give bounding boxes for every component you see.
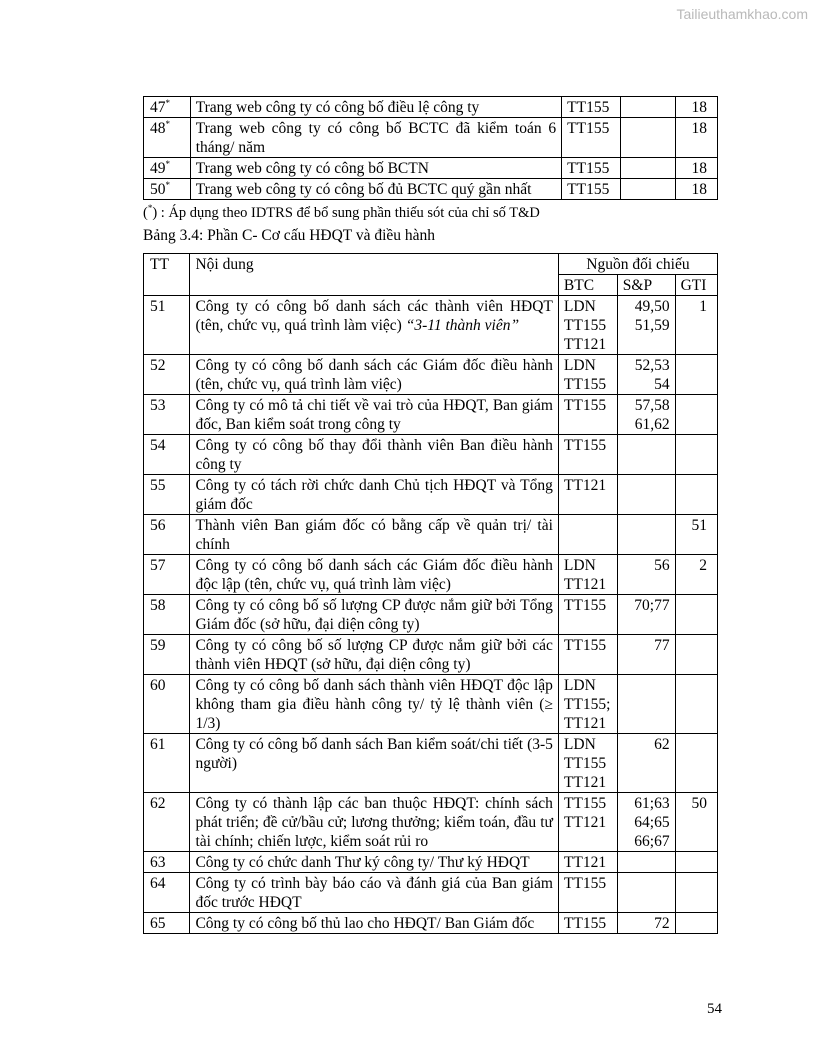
table-row [144,118,718,158]
row-number: 60 [144,675,190,734]
table-row [144,635,718,675]
row-btc [558,873,617,913]
row-number: 65 [144,913,190,934]
row-number: 59 [144,635,190,675]
row-number-text: 49 [150,160,166,177]
row-sp-line: 66;67 [634,833,670,850]
table-row [144,475,718,515]
row-number: 55 [144,475,190,515]
row-sp-line: 51,59 [634,317,670,334]
row-sp [617,675,675,734]
row-content-text: Công ty có mô tả chi tiết về vai trò của HĐQT, Ban giám đốc, Ban kiểm soát trong công ty [195,397,553,433]
table-row [144,852,718,873]
row-sp-line: 72 [654,915,670,932]
row-content-text: Công ty có công bố danh sách các Giám đốc điều hành độc lập (tên, chức vụ, quá trình làm việc) [195,557,553,593]
row-sp-line: 61;63 [634,795,670,812]
row-btc [558,913,617,934]
row-sp-line: 70;77 [634,597,670,614]
row-number [144,97,191,118]
row-btc-line: TT155 [563,437,607,454]
row-gti [675,355,717,395]
row-number [144,158,191,179]
row-btc-line: TT155 [563,915,607,932]
row-gti [675,675,717,734]
row-gti [675,913,717,934]
row-btc-line: LDN [563,298,596,315]
row-content [190,734,558,793]
row-btc-line: TT155 [563,397,607,414]
row-content-emphasis: “3-11 thành viên” [405,317,520,334]
table-row [144,793,718,852]
row-gti [675,873,717,913]
row-sp [617,395,675,435]
row-sp [617,355,675,395]
row-content-text: Thành viên Ban giám đốc có bằng cấp về quản trị/ tài chính [195,517,553,553]
row-gti: 51 [675,515,717,555]
row-content [190,635,558,675]
row-content [190,475,558,515]
row-number-text: 47 [150,99,166,116]
row-btc-line: TT155 [563,875,607,892]
row-sp-line: 77 [654,637,670,654]
header-tt: TT [144,254,190,296]
header-row [144,254,718,275]
row-number-text: 48 [150,120,166,137]
row-sp [620,97,675,118]
row-number: 64 [144,873,190,913]
row-content-text: Công ty có công bố số lượng CP được nắm giữ bởi các thành viên HĐQT (sở hữu, đại diện công ty) [195,637,553,673]
header-content: Nội dung [190,254,558,296]
header-btc: BTC [558,275,617,296]
row-sp [617,515,675,555]
row-btc [558,515,617,555]
row-content-text: Công ty có công bố danh sách Ban kiểm soát/chi tiết (3-5 người) [195,736,553,772]
row-sp [617,475,675,515]
row-number-text: 50 [150,181,166,198]
header-source: Nguồn đối chiếu [558,254,717,275]
row-number: 53 [144,395,190,435]
row-sp-line: 56 [654,557,670,574]
row-gti: 18 [675,158,717,179]
row-btc-line: TT121 [563,336,607,353]
row-gti: 1 [675,296,717,355]
row-sp [620,118,675,158]
watermark: Tailieuthamkhao.com [676,6,808,22]
row-btc-line: LDN [563,557,596,574]
row-number: 51 [144,296,190,355]
row-btc-line: TT121 [563,854,607,871]
row-btc [558,395,617,435]
row-sp-line: 54 [654,376,670,393]
table2-body [144,296,718,934]
footnote-open: ( [143,205,148,221]
row-sp [620,179,675,200]
row-number: 63 [144,852,190,873]
row-gti [675,734,717,793]
row-content: Trang web công ty có công bố đủ BCTC quý gần nhất [190,179,561,200]
row-btc [558,296,617,355]
row-sp-line: 64;65 [634,814,670,831]
row-btc [558,555,617,595]
table-caption: Bảng 3.4: Phần C- Cơ cấu HĐQT và điều hành [143,227,436,244]
table-row [144,734,718,793]
table-row [144,873,718,913]
row-gti [675,395,717,435]
row-gti: 18 [675,118,717,158]
row-number: 54 [144,435,190,475]
row-gti [675,852,717,873]
row-content [190,435,558,475]
row-content [190,296,558,355]
row-btc [558,435,617,475]
row-content-text: Công ty có tách rời chức danh Chủ tịch HĐQT và Tổng giám đốc [195,477,553,513]
row-sp [617,435,675,475]
row-btc [558,635,617,675]
row-sp [617,595,675,635]
row-number: 52 [144,355,190,395]
row-sp [617,635,675,675]
row-sp-line: 52,53 [634,357,670,374]
row-gti: 18 [675,179,717,200]
row-sp [617,913,675,934]
row-sp [617,852,675,873]
row-sp [617,734,675,793]
row-content-text: Công ty có công bố danh sách thành viên HĐQT độc lập không tham gia điều hành công ty/ tỷ lệ thành viên (≥ 1/3) [195,677,553,732]
footnote-text: ) : Áp dụng theo IDTRS để bổ sung phần thiếu sót của chỉ số T&D [152,205,540,221]
table-row [144,179,718,200]
row-btc-line: LDN [563,677,596,694]
table-row [144,395,718,435]
row-number: 61 [144,734,190,793]
row-btc-line: TT155 [563,597,607,614]
row-gti [675,635,717,675]
row-content-text: Công ty có thành lập các ban thuộc HĐQT: chính sách phát triển; đề cử/bầu cử; lương thưởng; kiểm toán, đầu tư tài chính; chiến lược, kiểm soát rủi ro [195,795,553,850]
row-btc [558,355,617,395]
row-btc: TT155 [562,97,621,118]
row-sp-line: 61,62 [634,416,670,433]
row-btc-line: TT155 [563,795,607,812]
row-btc [558,475,617,515]
row-gti [675,595,717,635]
row-content [190,555,558,595]
row-content [190,355,558,395]
table1-body [144,97,718,200]
header-sp: S&P [617,275,675,296]
table-row [144,97,718,118]
table-row [144,296,718,355]
row-content: Trang web công ty có công bố điều lệ công ty [190,97,561,118]
row-number [144,118,191,158]
table-row [144,913,718,934]
row-number-star: * [165,159,170,169]
row-btc [558,675,617,734]
table-row [144,675,718,734]
row-btc: TT155 [562,158,621,179]
row-sp-line: 49,50 [634,298,670,315]
row-content: Trang web công ty có công bố BCTC đã kiểm toán 6 tháng/ năm [190,118,561,158]
row-content: Trang web công ty có công bố BCTN [190,158,561,179]
row-content-text: Công ty có công bố danh sách các thành viên HĐQT (tên, chức vụ, quá trình làm việc) [195,298,553,334]
row-content-text: Công ty có chức danh Thư ký công ty/ Thư ký HĐQT [195,854,530,871]
row-btc: TT155 [562,179,621,200]
footnote [143,205,540,222]
row-btc-line: TT155 [563,755,607,772]
row-btc-line: TT121 [563,477,607,494]
row-number: 56 [144,515,190,555]
table-row [144,435,718,475]
row-btc-line: TT121 [563,774,607,791]
row-sp-line: 57,58 [634,397,670,414]
row-btc-line: TT155; [563,696,611,713]
row-sp [620,158,675,179]
row-number: 62 [144,793,190,852]
row-btc-line: TT121 [563,814,607,831]
row-content [190,793,558,852]
row-gti: 2 [675,555,717,595]
row-btc-line: TT121 [563,576,607,593]
row-sp [617,555,675,595]
table-row [144,595,718,635]
row-content-text: Công ty có công bố số lượng CP được nắm giữ bởi Tổng Giám đốc (sở hữu, đại diện công ty) [195,597,553,633]
row-gti: 18 [675,97,717,118]
table-row [144,515,718,555]
row-gti [675,435,717,475]
row-number: 57 [144,555,190,595]
row-gti [675,475,717,515]
table-board-structure [143,253,718,934]
footnote-star: * [147,203,153,213]
row-content [190,852,558,873]
row-content [190,675,558,734]
row-btc-line: TT121 [563,715,607,732]
row-content [190,515,558,555]
row-content [190,395,558,435]
row-content [190,873,558,913]
row-number [144,179,191,200]
row-btc [558,595,617,635]
header-gti: GTI [675,275,717,296]
row-btc: TT155 [562,118,621,158]
table-row [144,158,718,179]
row-btc-line: TT155 [563,317,607,334]
row-gti: 50 [675,793,717,852]
page-number: 54 [707,1001,722,1017]
row-sp [617,296,675,355]
row-sp-line: 62 [654,736,670,753]
row-content [190,595,558,635]
row-btc-line: TT155 [563,376,607,393]
row-content-text: Công ty có công bố thủ lao cho HĐQT/ Ban Giám đốc [195,915,535,932]
row-number: 58 [144,595,190,635]
table-disclosure-web [143,96,718,200]
row-btc [558,852,617,873]
row-btc [558,793,617,852]
row-number-star: * [165,98,170,108]
row-sp [617,873,675,913]
table-row [144,555,718,595]
row-content-text: Công ty có công bố danh sách các Giám đốc điều hành (tên, chức vụ, quá trình làm việc) [195,357,553,393]
row-btc [558,734,617,793]
row-content [190,913,558,934]
row-sp [617,793,675,852]
row-content-text: Công ty có trình bày báo cáo và đánh giá của Ban giám đốc trước HĐQT [195,875,553,911]
row-btc-line: TT155 [563,637,607,654]
row-btc-line: LDN [563,357,596,374]
row-content-text: Công ty có công bố thay đổi thành viên Ban điều hành công ty [195,437,553,473]
row-number-star: * [165,180,170,190]
row-btc-line: LDN [563,736,596,753]
table-row [144,355,718,395]
row-number-star: * [165,119,170,129]
